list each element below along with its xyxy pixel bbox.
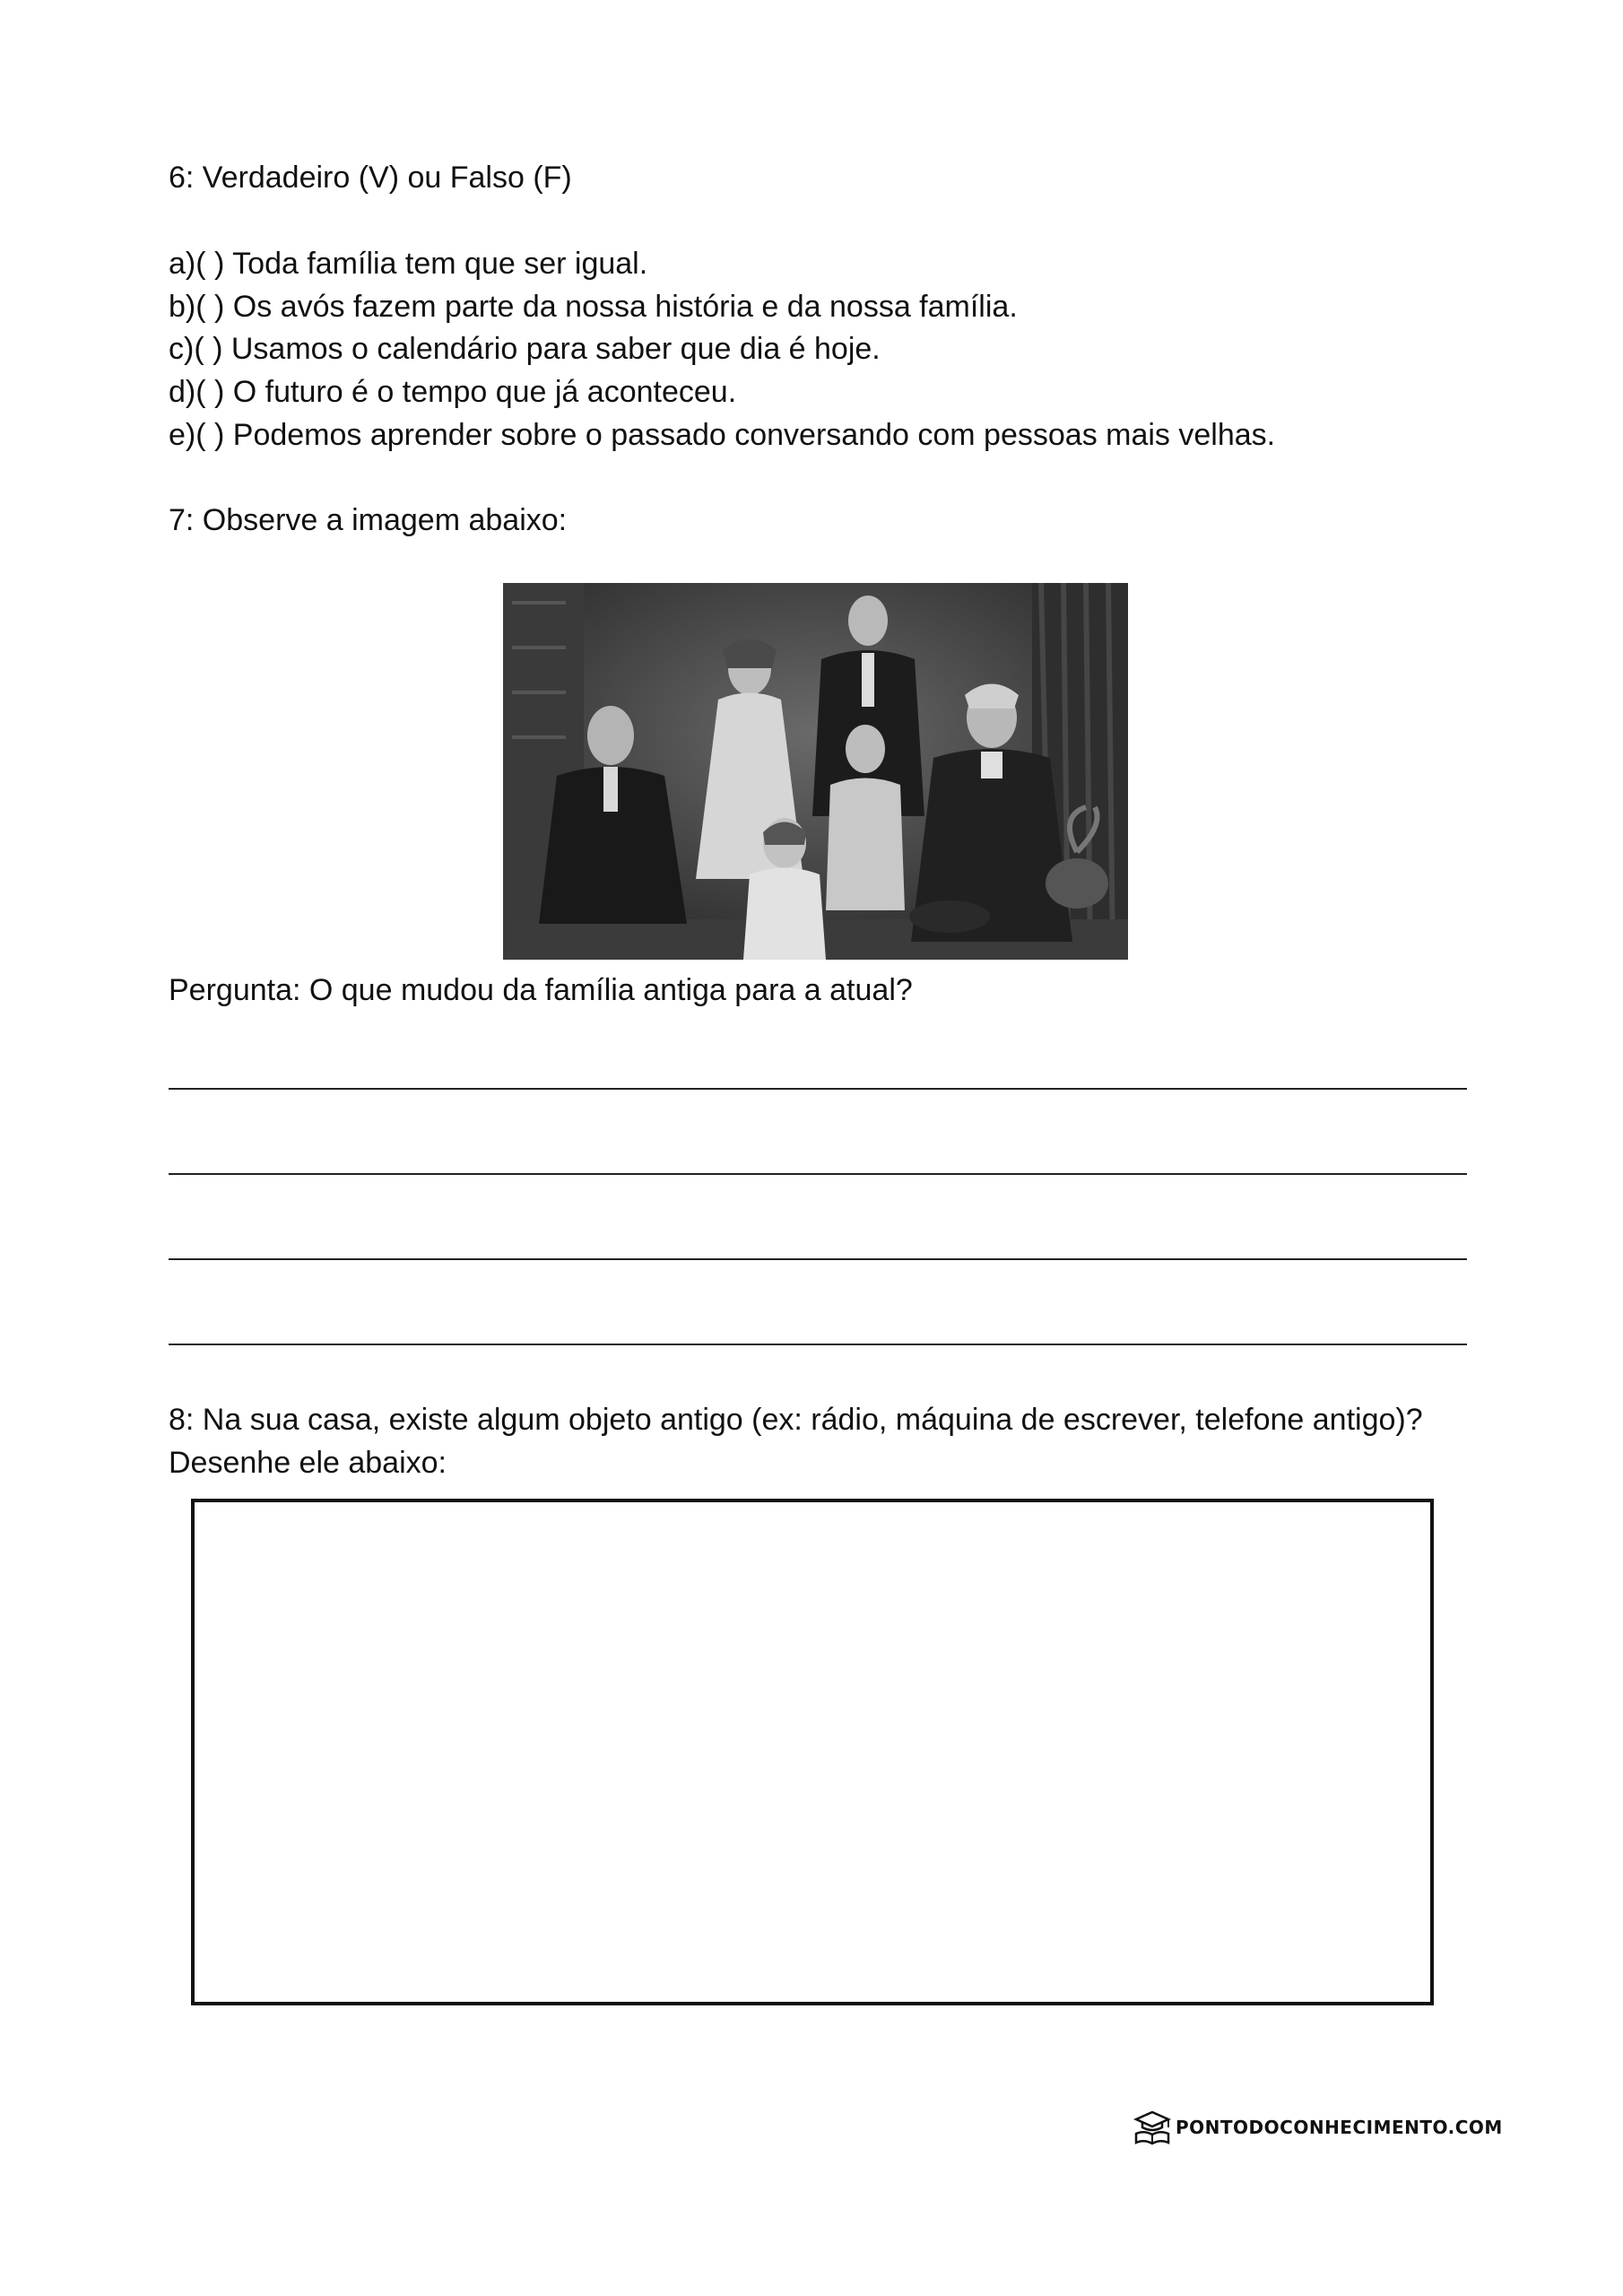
answer-line-2[interactable] xyxy=(169,1173,1467,1175)
site-footer xyxy=(1133,2108,1503,2147)
question-6-item-d: d)( ) O futuro é o tempo que já aconteceu. xyxy=(169,375,737,409)
question-6-item-c: c)( ) Usamos o calendário para saber que dia é hoje. xyxy=(169,332,881,366)
question-6-item-e: e)( ) Podemos aprender sobre o passado conversando com pessoas mais velhas. xyxy=(169,418,1276,452)
question-6-item-b: b)( ) Os avós fazem parte da nossa história e da nossa família. xyxy=(169,290,1018,324)
question-7-prompt: Pergunta: O que mudou da família antiga para a atual? xyxy=(169,973,913,1007)
question-7-title: 7: Observe a imagem abaixo: xyxy=(169,503,568,537)
answer-line-1[interactable] xyxy=(169,1088,1467,1090)
question-8-line-1: 8: Na sua casa, existe algum objeto antigo (ex: rádio, máquina de escrever, telefone antigo)? xyxy=(169,1403,1423,1437)
answer-line-3[interactable] xyxy=(169,1258,1467,1260)
answer-line-4[interactable] xyxy=(169,1344,1467,1345)
question-6-item-a: a)( ) Toda família tem que ser igual. xyxy=(169,247,648,281)
question-6-title: 6: Verdadeiro (V) ou Falso (F) xyxy=(169,161,572,195)
site-name: PONTODOCONHECIMENTO.COM xyxy=(1176,2117,1503,2138)
question-8-line-2: Desenhe ele abaixo: xyxy=(169,1446,447,1480)
drawing-box[interactable] xyxy=(191,1499,1434,2005)
old-family-photo xyxy=(503,583,1128,960)
graduation-cap-book-icon xyxy=(1133,2109,1172,2145)
